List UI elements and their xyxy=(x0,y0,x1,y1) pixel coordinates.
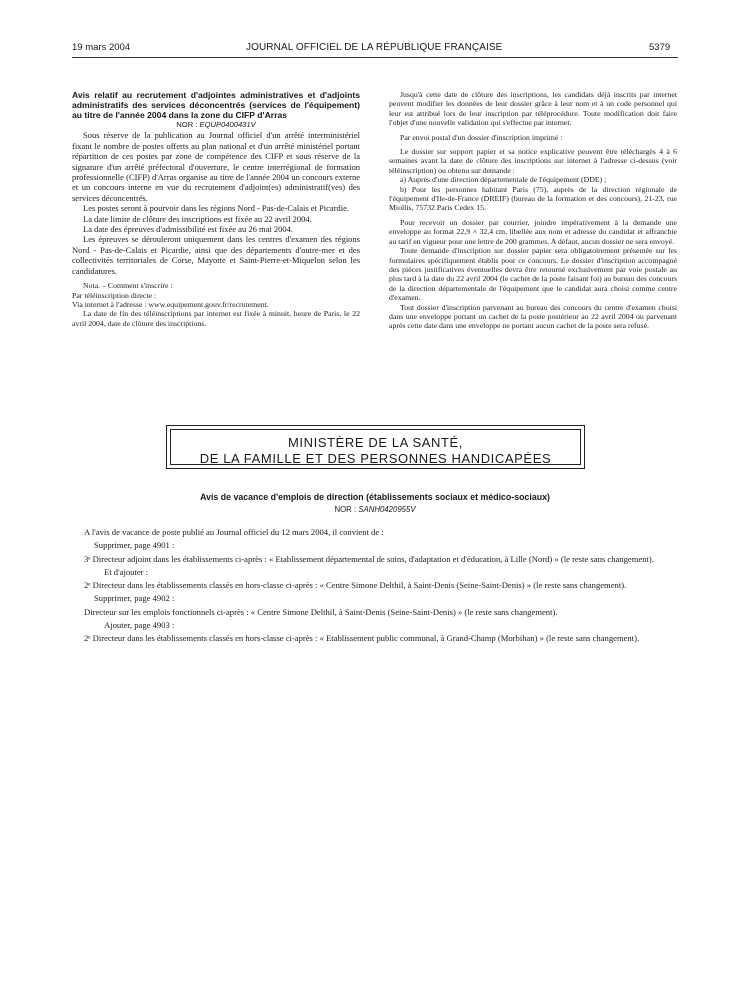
notice2-paragraph: Directeur sur les emplois fonctionnels ci-après : « Centre Simone Delthil, à Saint-Denis (Seine-Saint-Denis) » (le reste sans changement). xyxy=(84,606,558,617)
nor-label: NOR : xyxy=(334,505,357,514)
notice2-nor xyxy=(72,505,678,514)
notice2-paragraph: Supprimer, page 4902 : xyxy=(94,593,175,604)
notice2-paragraph: Supprimer, page 4901 : xyxy=(94,540,175,551)
notice1-title: Avis relatif au recrutement d'adjointes administratives et d'adjoints administratifs des services déconcentrés (services de l'équipement) au titre de l'année 2004 dans la zone du CIFP d'Arras xyxy=(72,90,360,120)
ministry-heading-inner-frame xyxy=(170,429,581,465)
notice1-paragraph: La date des épreuves d'admissibilité est fixée au 26 mai 2004. xyxy=(83,224,293,235)
notice2-paragraph: 2ᵉ Directeur dans les établissements classés en hors-classe ci-après : « Etablissement public communal, à Grand-Champ (Morbihan) » (le reste sans changement). xyxy=(84,633,640,644)
note-line: Via internet à l'adresse : www.equipement.gouv.fr/recrutement. xyxy=(72,299,269,309)
notice2-paragraph: Et d'ajouter : xyxy=(104,566,149,577)
header-rule xyxy=(72,57,678,58)
notice1-nor xyxy=(72,120,360,130)
notice1-left-column xyxy=(72,90,360,328)
notice1-right-column xyxy=(389,90,677,331)
ministry-name-line1: MINISTÈRE DE LA SANTÉ, xyxy=(287,435,463,450)
nor-label: NOR : xyxy=(176,120,198,129)
ministry-name-line2: DE LA FAMILLE ET DES PERSONNES HANDICAPÉES xyxy=(199,451,552,466)
notice1-paragraph: Les postes seront à pourvoir dans les régions Nord - Pas-de-Calais et Picardie. xyxy=(83,203,350,214)
nor-code: EQUP0400431V xyxy=(199,120,256,129)
notice1-paragraph: Tout dossier d'inscription parvenant au bureau des concours du centre d'examen choisi dans une enveloppe portant un cachet de la poste postérieur au 22 avril 2004 ou parvenant après cette date dans une enveloppe ne portant aucun cachet de la poste sera refusé. xyxy=(389,302,677,331)
notice2-title: Avis de vacance d'emplois de direction (établissements sociaux et médico-sociaux) xyxy=(200,492,550,502)
notice2-body xyxy=(72,527,678,647)
notice1-paragraph: Toute demande d'inscription sur dossier papier sera obligatoirement présentée sur les formulaires spécifiquement établis pour ce concours. Le dossier d'inscription accompagné des pièces justificatives éventuelles devra être retourné exclusivement par voie postale au plus tard à la date du 22 avril 2004 (le cachet de la poste faisant foi) au bureau des concours de la direction départementale de l'équipement que le candidat aura choisi comme centre d'examen. xyxy=(389,246,677,303)
journal-title: JOURNAL OFFICIEL DE LA RÉPUBLIQUE FRANÇAISE xyxy=(246,42,503,53)
notice2-paragraph: Ajouter, page 4903 : xyxy=(104,620,175,631)
notice1-paragraph: Jusqu'à cette date de clôture des inscriptions, les candidats déjà inscrits par internet peuvent modifier les données de leur dossier grâce à leur nom et à un code personnel qui leur est attribué lors de leur inscription par téléprocédure. Toute modification doit faire l'objet d'une nouvelle validation qui s'effectue par internet. xyxy=(389,90,677,128)
notice1-paragraph: Les épreuves se dérouleront uniquement dans les centres d'examen des régions Nord - Pas-de-Calais et Picardie, ainsi que des départements d'outre-mer et des collectivités territoriales de Corse, Mayotte et Saint-Pierre-et-Miquelon selon les candidatures. xyxy=(72,234,360,276)
notice1-paragraph: Le dossier sur support papier et sa notice explicative peuvent être téléchargés 4 à 6 semaines avant la date de clôture des inscriptions sur internet à l'adresse ci-dessus (voir téléinscription) ou obtenu sur demande : xyxy=(389,147,677,175)
notice2-paragraph: A l'avis de vacance de poste publié au Journal officiel du 12 mars 2004, il convient de : xyxy=(84,527,384,537)
notice2-paragraph: 2ᵉ Directeur dans les établissements classés en hors-classe ci-après : « Centre Simone Delthil, à Saint-Denis (Seine-Saint-Denis) » (le reste sans changement). xyxy=(84,580,627,591)
notice1-paragraph: b) Pour les personnes habitant Paris (75), auprès de la direction régionale de l'équipement d'Ile-de-France (DREIF) (bureau de la formation et des concours), 21-23, rue Miollis, 75732 Paris Cedex 15. xyxy=(389,184,677,213)
notice1-paragraph: Pour recevoir un dossier par courrier, joindre impérativement à la demande une enveloppe au format 22,9 × 32,4 cm, libellée aux nom et adresse du candidat et affranchie au tarif en vigueur pour une lettre de 200 grammes. A défaut, aucun dossier ne sera envoyé. xyxy=(389,217,677,246)
ministry-heading-box xyxy=(166,425,585,469)
page-number: 5379 xyxy=(649,42,671,53)
notice2-paragraph: 3ᵉ Directeur adjoint dans les établissements ci-après : « Etablissement départemental de soins, d'adaptation et d'éducation, à Lille (Nord) » (le reste sans changement). xyxy=(84,553,654,564)
notice1-paragraph: a) Auprès d'une direction départementale de l'équipement (DDE) ; xyxy=(400,175,607,185)
notice1-paragraph: Sous réserve de la publication au Journal officiel d'un arrêté interministériel fixant le nombre de postes offerts au plan national et d'un arrêté ministériel portant répartition de ces postes par zone de compétence des CIFP et sous réserve de la signature d'un arrêté préfectoral d'ouverture, le centre interrégional de formation professionnelle (CIFP) d'Arras organise au titre de l'année 2004 un concours externe et un concours interne en vue du recrutement d'adjoint(es) administratif(ves) des services déconcentrés. xyxy=(72,130,360,203)
notice1-paragraph: Par envoi postal d'un dossier d'inscription imprimé : xyxy=(400,132,563,142)
nor-code: SANH0420955V xyxy=(358,505,416,514)
notice1-paragraph: La date limite de clôture des inscriptions est fixée au 22 avril 2004. xyxy=(83,213,312,224)
note-heading: Nota. – Comment s'inscrire : xyxy=(83,281,173,291)
header-date: 19 mars 2004 xyxy=(72,42,131,53)
note-line: Par téléinscription directe : xyxy=(72,290,157,300)
note-line: La date de fin des téléinscriptions par internet est fixée à minuit, heure de Paris, le 22 avril 2004, date de clôture des inscriptions. xyxy=(72,309,360,328)
